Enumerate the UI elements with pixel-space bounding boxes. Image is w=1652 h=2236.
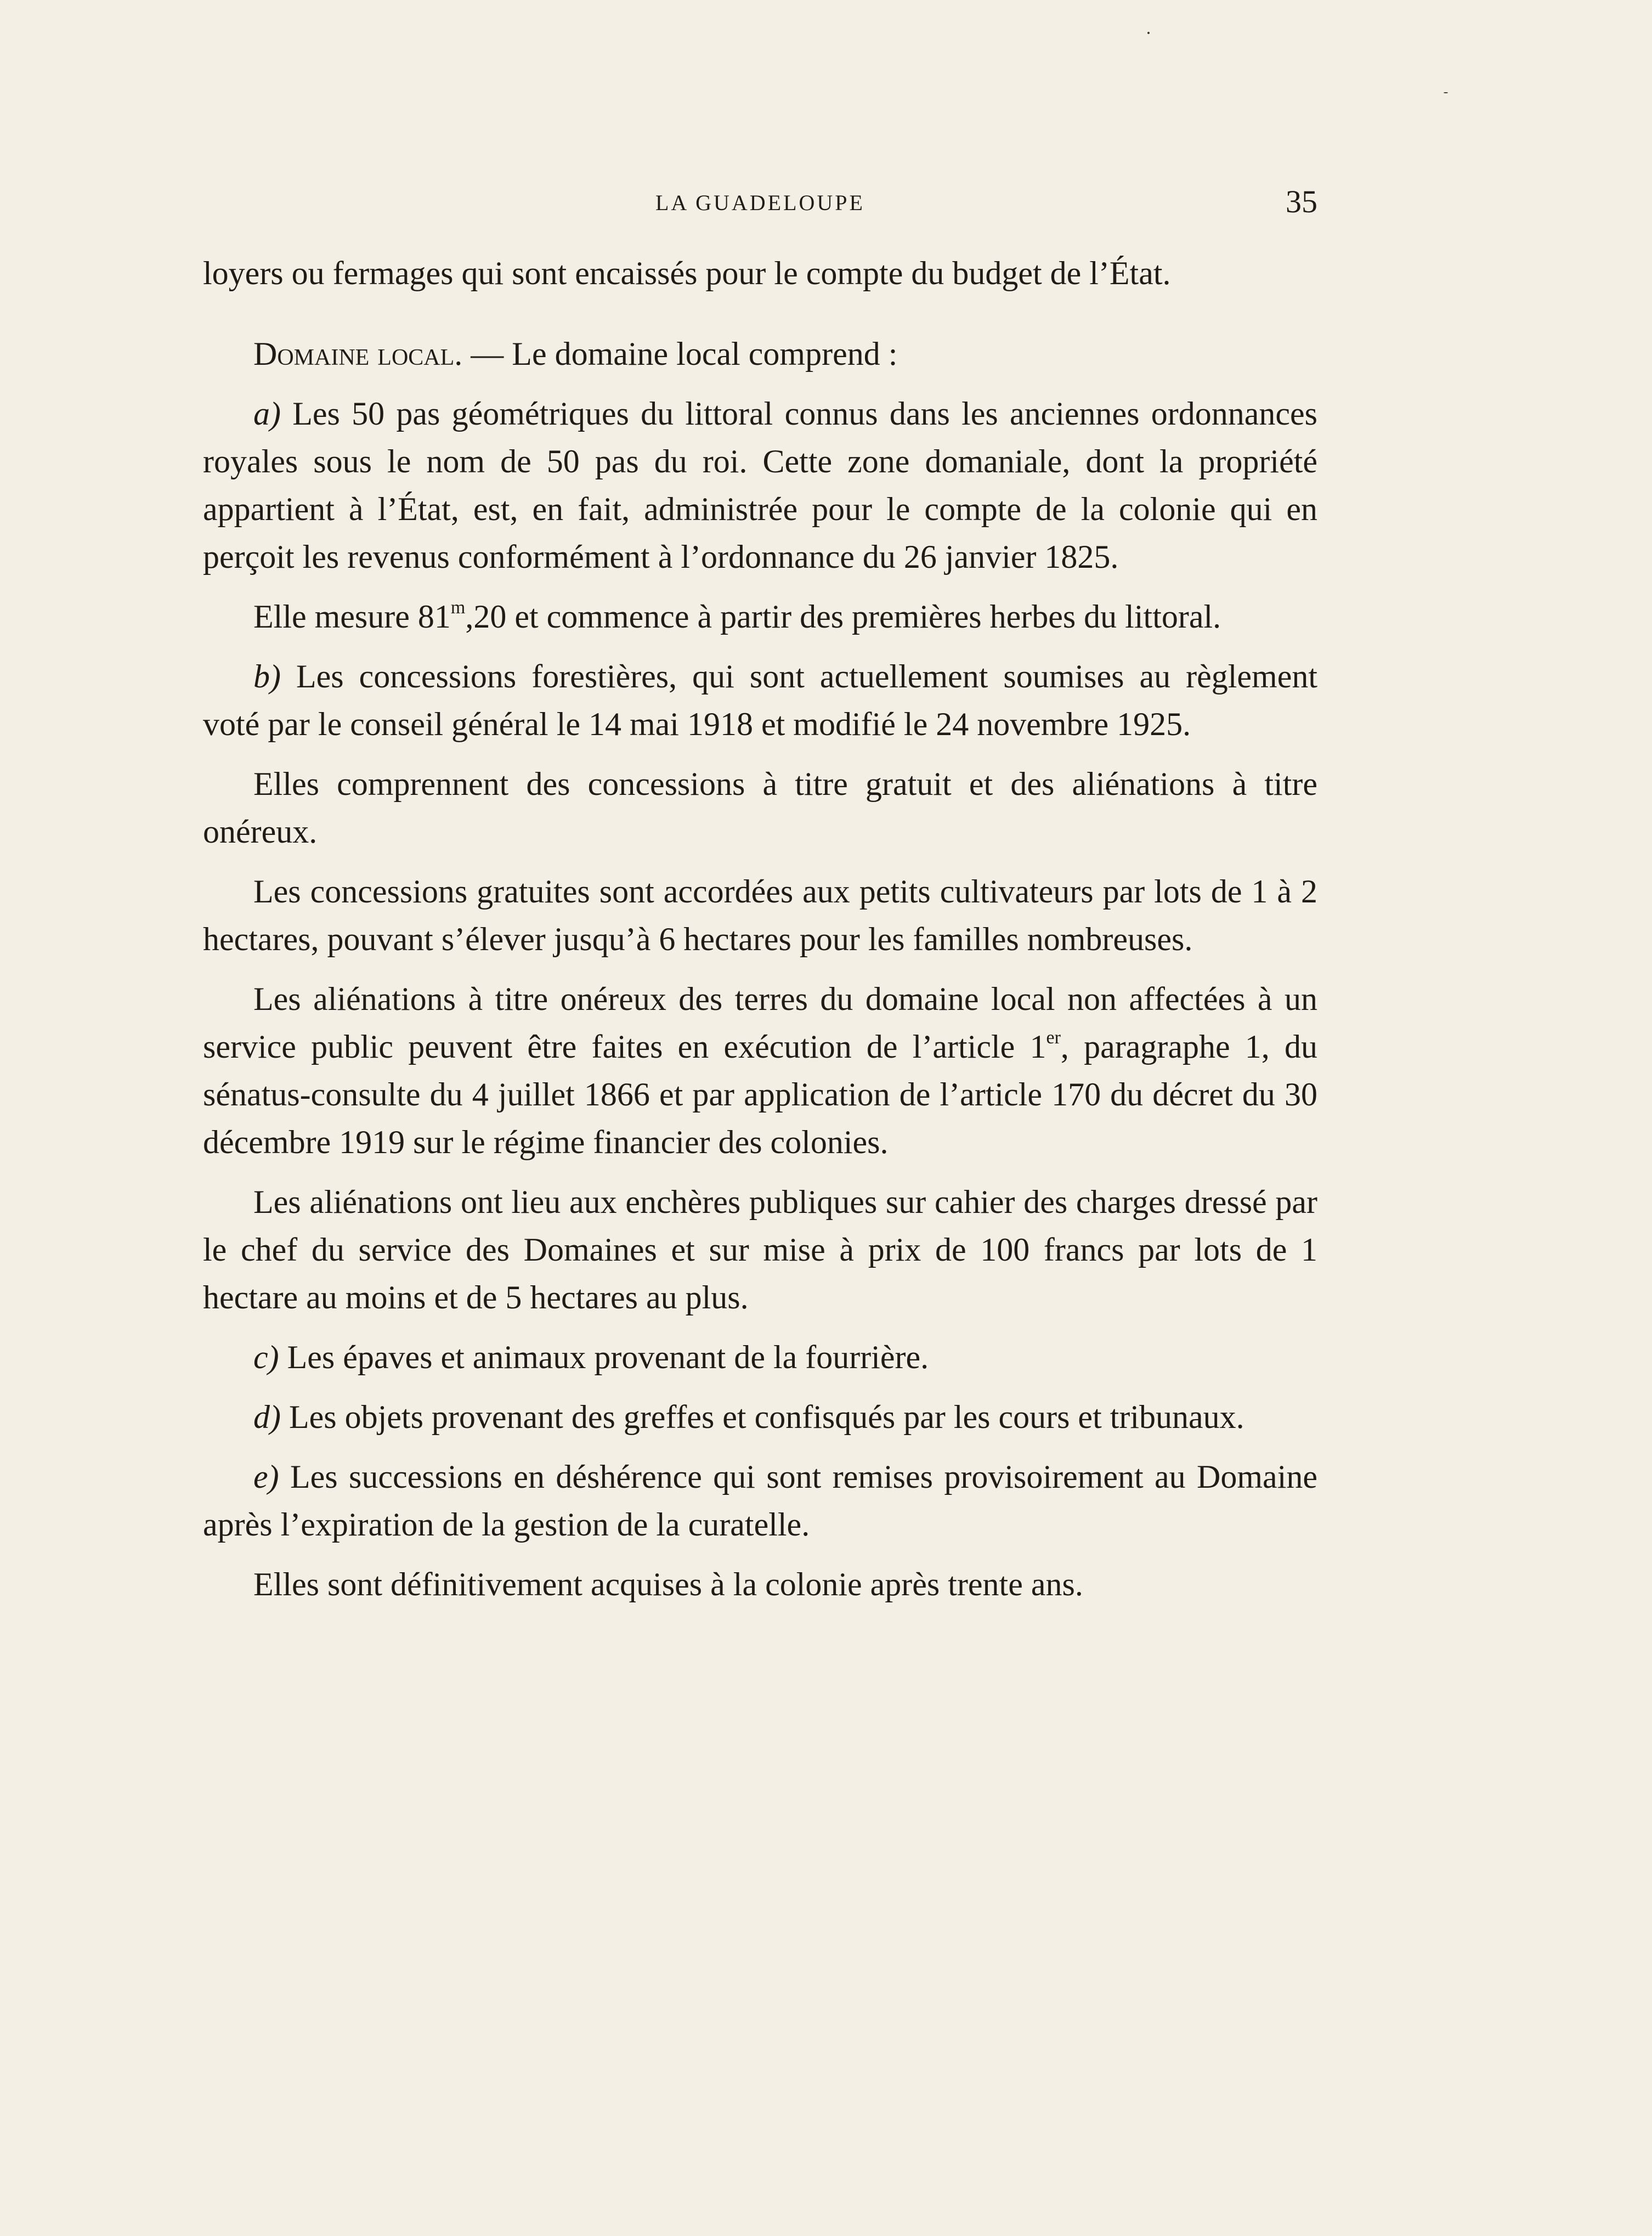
paragraph-text: Les épaves et animaux provenant de la fourrière. bbox=[279, 1339, 929, 1375]
item-label: d) bbox=[253, 1399, 281, 1435]
superscript: er bbox=[1046, 1027, 1061, 1048]
paragraph bbox=[203, 868, 1317, 963]
paragraph-text: Les concessions forestières, qui sont actuellement soumises au règlement voté par le conseil général le 14 mai 1918 et modifié le 24 novembre 1925. bbox=[203, 658, 1317, 742]
paragraph bbox=[203, 1561, 1317, 1608]
superscript: m bbox=[450, 597, 466, 618]
section-heading: Domaine local. bbox=[253, 336, 463, 372]
item-label: c) bbox=[253, 1339, 279, 1375]
paragraph-text: ,20 et commence à partir des premières herbes du littoral. bbox=[465, 598, 1221, 635]
list-item-c bbox=[203, 1334, 1317, 1381]
paragraph-text: , paragraphe 1, du sénatus-consulte du 4 juillet 1866 et par application de l’article 170 du décret du 30 décembre 1919 sur le régime financier des colonies. bbox=[203, 1029, 1317, 1160]
list-item-d bbox=[203, 1393, 1317, 1441]
section-paragraph bbox=[203, 330, 1317, 378]
print-speck bbox=[1147, 32, 1150, 34]
paragraph bbox=[203, 760, 1317, 856]
paragraph-text: Les objets provenant des greffes et confisqués par les cours et tribunaux. bbox=[280, 1399, 1244, 1435]
list-item-a bbox=[203, 390, 1317, 581]
body-text bbox=[203, 250, 1317, 1620]
running-header bbox=[203, 184, 1317, 219]
paragraph-text: Les aliénations ont lieu aux enchères publiques sur cahier des charges dressé par le chef du service des Domaines et sur mise à prix de 100 francs par lots de 1 hectare au moins et de 5 hectares au plus. bbox=[203, 1184, 1317, 1315]
running-title: LA GUADELOUPE bbox=[655, 190, 865, 215]
paragraph-text: Les aliénations à titre onéreux des terres du domaine local non affectées à un service public peuvent être faites en exécution de l’article 1 bbox=[203, 981, 1317, 1065]
paragraph-text: Les concessions gratuites sont accordées aux petits cultivateurs par lots de 1 à 2 hectares, pouvant s’élever jusqu’à 6 hectares pour les familles nombreuses. bbox=[203, 873, 1317, 957]
list-item-e bbox=[203, 1453, 1317, 1549]
paragraph-text: — Le domaine local comprend : bbox=[462, 336, 898, 372]
paragraph-text: Les 50 pas géométriques du littoral connus dans les anciennes ordonnances royales sous le nom de 50 pas du roi. Cette zone domaniale, dont la propriété appartient à l’État, est, en fait, administrée pour le compte de la colonie qui en perçoit les revenus conformément à l’ordonnance du 26 janvier 1825. bbox=[203, 396, 1317, 575]
paragraph-text: loyers ou fermages qui sont encaissés pour le compte du budget de l’État. bbox=[203, 255, 1171, 291]
paragraph bbox=[203, 1178, 1317, 1322]
item-label: b) bbox=[253, 658, 281, 694]
paragraph-text: Elles sont définitivement acquises à la colonie après trente ans. bbox=[253, 1566, 1083, 1602]
item-label: e) bbox=[253, 1459, 279, 1495]
paragraph bbox=[203, 593, 1317, 641]
list-item-b bbox=[203, 653, 1317, 748]
paragraph bbox=[203, 975, 1317, 1166]
item-label: a) bbox=[253, 396, 281, 432]
paragraph bbox=[203, 250, 1317, 297]
paragraph-text: Elles comprennent des concessions à titre gratuit et des aliénations à titre onéreux. bbox=[203, 766, 1317, 850]
paragraph-text: Les successions en déshérence qui sont remises provisoirement au Domaine après l’expiration de la gestion de la curatelle. bbox=[203, 1459, 1317, 1543]
paragraph-text: Elle mesure 81 bbox=[253, 598, 451, 635]
page-number: 35 bbox=[1286, 184, 1317, 219]
print-speck bbox=[1444, 92, 1448, 93]
